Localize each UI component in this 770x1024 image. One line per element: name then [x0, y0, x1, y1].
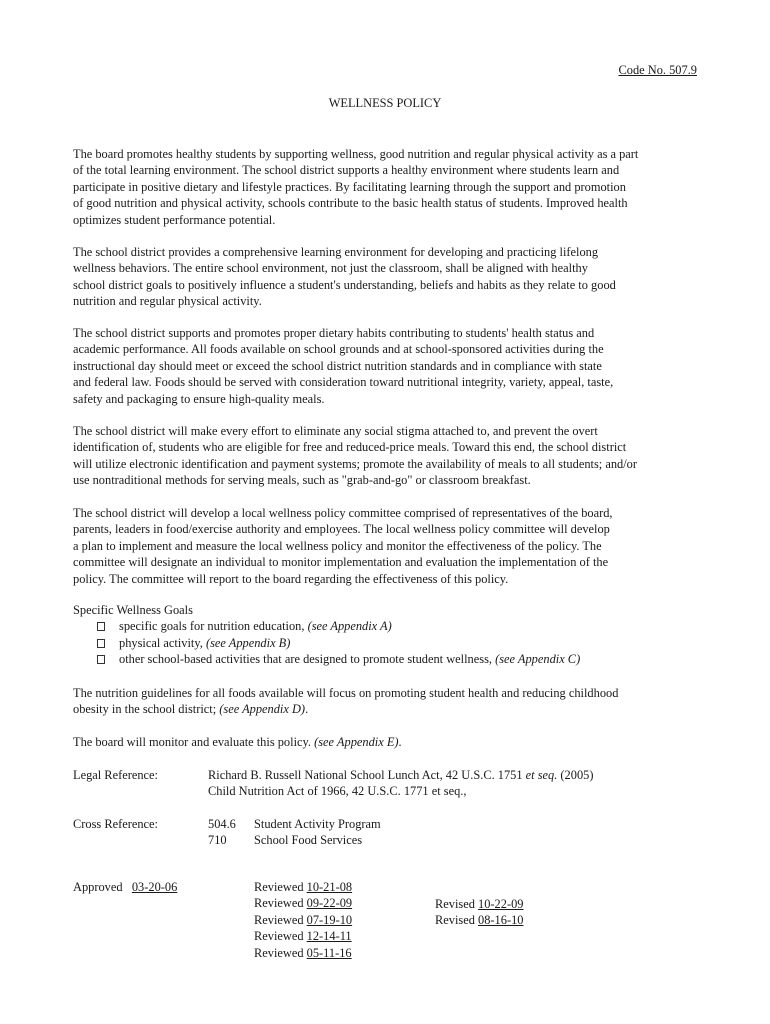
paragraph-nutrition: The nutrition guidelines for all foods available will focus on promoting student health and reducing childhood obesity in the school district; (see Appendix D).	[73, 686, 619, 717]
paragraph-committee: The school district will develop a local wellness policy committee comprised of representatives of the board, parents, leaders in food/exercise authority and employees. The local wellness policy committee will develop a plan to implement and measure the local wellness policy and monitor the effectiveness of the policy. The committee will designate an individual to monitor implementation and evaluation the implementation of the policy. The committee will report to the board regarding the effectiveness of this policy.	[73, 506, 613, 586]
list-item: physical activity, (see Appendix B)	[73, 635, 580, 651]
cross-reference-label: Cross Reference:	[73, 817, 158, 831]
cross-reference	[208, 816, 381, 849]
approved-date: Approved 03-20-06	[73, 880, 178, 894]
revised-dates: Revised 10-22-09 Revised 08-16-10	[435, 897, 524, 928]
wellness-goals	[73, 602, 580, 668]
document-title: WELLNESS POLICY	[328, 96, 442, 110]
legal-reference-label: Legal Reference:	[73, 768, 158, 782]
list-item: other school-based activities that are designed to promote student wellness, (see Appendix C)	[73, 651, 580, 667]
code-number: Code No. 507.9	[618, 63, 697, 77]
legal-reference: Richard B. Russell National School Lunch Act, 42 U.S.C. 1751 et seq. (2005) Child Nutrition Act of 1966, 42 U.S.C. 1771 et seq.,	[208, 768, 594, 799]
checkbox-glyph-icon	[97, 622, 105, 631]
paragraph-dietary: The school district supports and promotes proper dietary habits contributing to students' health status and academic performance. All foods available on school grounds and at school-sponsored activities during the instructional day should meet or exceed the school district nutrition standards and in compliance with state and federal law. Foods should be served with consideration toward nutritional integrity, variety, appeal, taste, safety and packaging to ensure high-quality meals.	[73, 326, 614, 406]
paragraph-stigma: The school district will make every effort to eliminate any social stigma attached to, and prevent the overt identification of, students who are eligible for free and reduced-price meals. Toward this end, the school district will utilize electronic identification and payment systems; promote the availability of meals to all students; and/or use nontraditional methods for serving meals, such as "grab-and-go" or classroom breakfast.	[73, 424, 637, 488]
list-item: 504.6 Student Activity Program	[208, 817, 381, 831]
list-item: specific goals for nutrition education, (see Appendix A)	[73, 618, 580, 634]
checkbox-glyph-icon	[97, 639, 105, 648]
paragraph-environment: The school district provides a comprehensive learning environment for developing and practicing lifelong wellness behaviors. The entire school environment, not just the classroom, shall be aligned with healthy school district goals to positively influence a student's understanding, beliefs and habits as they relate to good nutrition and regular physical activity.	[73, 245, 616, 309]
list-item: 710 School Food Services	[208, 833, 363, 848]
paragraph-intro: The board promotes healthy students by supporting wellness, good nutrition and regular physical activity as a part of the total learning environment. The school district supports a healthy environment where students learn and participate in positive dietary and lifestyle practices. By facilitating learning through the support and promotion of good nutrition and physical activity, schools contribute to the basic health status of students. Improved health optimizes student performance potential.	[73, 147, 639, 227]
checkbox-glyph-icon	[97, 655, 105, 664]
reviewed-dates: Reviewed 10-21-08 Reviewed 09-22-09 Reviewed 07-19-10 Reviewed 12-14-11 Reviewed 05-11-16	[254, 880, 353, 960]
goals-heading: Specific Wellness Goals	[73, 603, 193, 617]
paragraph-monitor: The board will monitor and evaluate this policy. (see Appendix E).	[73, 735, 402, 749]
